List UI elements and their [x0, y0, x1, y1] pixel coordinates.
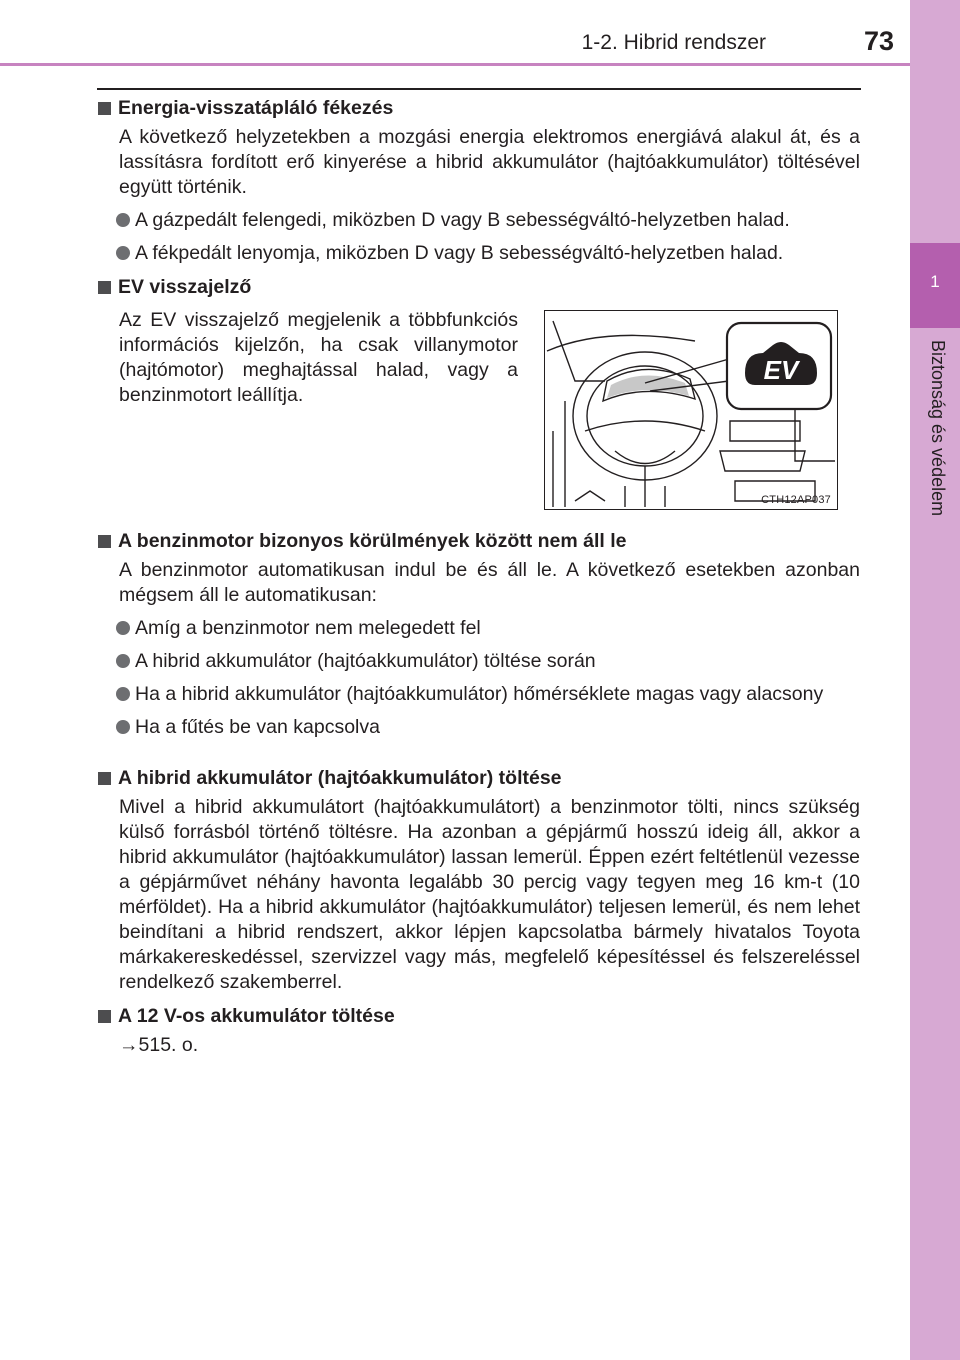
- round-bullet-icon: [116, 720, 130, 734]
- square-bullet-icon: [98, 281, 111, 294]
- header-section-title: 1-2. Hibrid rendszer: [581, 31, 766, 54]
- round-bullet-icon: [116, 246, 130, 260]
- section-heading-text: A benzinmotor bizonyos körülmények között nem áll le: [118, 530, 627, 552]
- section-heading: [98, 529, 860, 554]
- list-item-text: Ha a fűtés be van kapcsolva: [135, 716, 380, 738]
- list-item: [98, 208, 860, 233]
- dashboard-illustration: [545, 311, 837, 509]
- chapter-side-tab: [910, 0, 960, 1360]
- list-item: [98, 649, 860, 674]
- square-bullet-icon: [98, 772, 111, 785]
- section-engine: [98, 529, 860, 740]
- ev-badge-text: EV: [763, 355, 799, 385]
- list-item-text: Amíg a benzinmotor nem melegedett fel: [135, 617, 481, 639]
- square-bullet-icon: [98, 102, 111, 115]
- round-bullet-icon: [116, 654, 130, 668]
- ev-indicator-figure: [544, 310, 838, 510]
- list-item: [98, 616, 860, 641]
- section-heading-text: Energia-visszatápláló fékezés: [118, 97, 394, 119]
- section-heading-text: A hibrid akkumulátor (hajtóakkumulátor) töltése: [118, 767, 562, 789]
- list-item-text: A gázpedált felengedi, miközben D vagy B sebességváltó-helyzetben halad.: [135, 209, 790, 231]
- section-body: A benzinmotor automatikusan indul be és áll le. A következő esetekben azonban mégsem áll le automatikusan:: [119, 559, 860, 606]
- list-item: [98, 682, 860, 707]
- list-item: [98, 715, 860, 740]
- content-top-rule: [97, 88, 861, 90]
- square-bullet-icon: [98, 1010, 111, 1023]
- page-number: 73: [863, 26, 894, 56]
- square-bullet-icon: [98, 535, 111, 548]
- round-bullet-icon: [116, 621, 130, 635]
- section-regen: [98, 96, 860, 266]
- list-item-text: A hibrid akkumulátor (hajtóakkumulátor) töltése során: [135, 650, 596, 672]
- round-bullet-icon: [116, 687, 130, 701]
- ev-description: Az EV visszajelző megjelenik a többfunkciós információs kijelzőn, ha csak villanymotor (hajtómotor) meghajtással halad, vagy a benzinmotort leállítja.: [119, 309, 518, 406]
- section-charging: [98, 766, 860, 995]
- section-12v-battery: [98, 1004, 860, 1058]
- section-body: Mivel a hibrid akkumulátort (hajtóakkumulátort) a benzinmotor tölti, nincs szükség külső forrásból történő töltésre. Ha azonban a gépjármű hosszú ideig áll, akkor a hibrid akkumulátor (hajtóakkumulátor) lassan lemerül. Éppen ezért feltétlenül vezesse a gépjárművet néhány havonta legalább 30 percig vagy tegyen meg 16 km-t (10 mérföldet). Ha a hibrid akkumulátor (hajtóakkumulátor) teljesen lemerül, és nem lehet beindítani a hibrid rendszert, akkor lépjen kapcsolatba bármely hivatalos Toyota márkakereskedéssel, szervizzel vagy más, megfelelő képesítéssel és felszereléssel rendelkező szakemberrel.: [119, 796, 860, 993]
- section-heading: [98, 766, 860, 791]
- list-item-text: Ha a hibrid akkumulátor (hajtóakkumulátor) hőmérséklete magas vagy alacsony: [135, 683, 824, 705]
- section-heading-text: EV visszajelző: [118, 276, 252, 298]
- list-item: [98, 241, 860, 266]
- section-heading: [98, 96, 860, 121]
- section-heading: [98, 275, 860, 300]
- section-ev: [98, 275, 860, 300]
- chapter-number: 1: [930, 272, 940, 291]
- round-bullet-icon: [116, 213, 130, 227]
- page-reference: →515. o.: [119, 1034, 199, 1056]
- section-body: A következő helyzetekben a mozgási energia elektromos energiává alakul át, és a lassításra fordított erő kinyerése a hibrid akkumulátor (hajtóakkumulátor) töltésével együtt történik.: [119, 126, 860, 198]
- section-heading: [98, 1004, 860, 1029]
- section-heading-text: A 12 V-os akkumulátor töltése: [118, 1005, 395, 1027]
- header-rule: [0, 63, 910, 66]
- list-item-text: A fékpedált lenyomja, miközben D vagy B sebességváltó-helyzetben halad.: [135, 242, 784, 264]
- figure-code: CTH12AP037: [761, 494, 831, 506]
- chapter-title: Biztonság és védelem: [928, 340, 948, 517]
